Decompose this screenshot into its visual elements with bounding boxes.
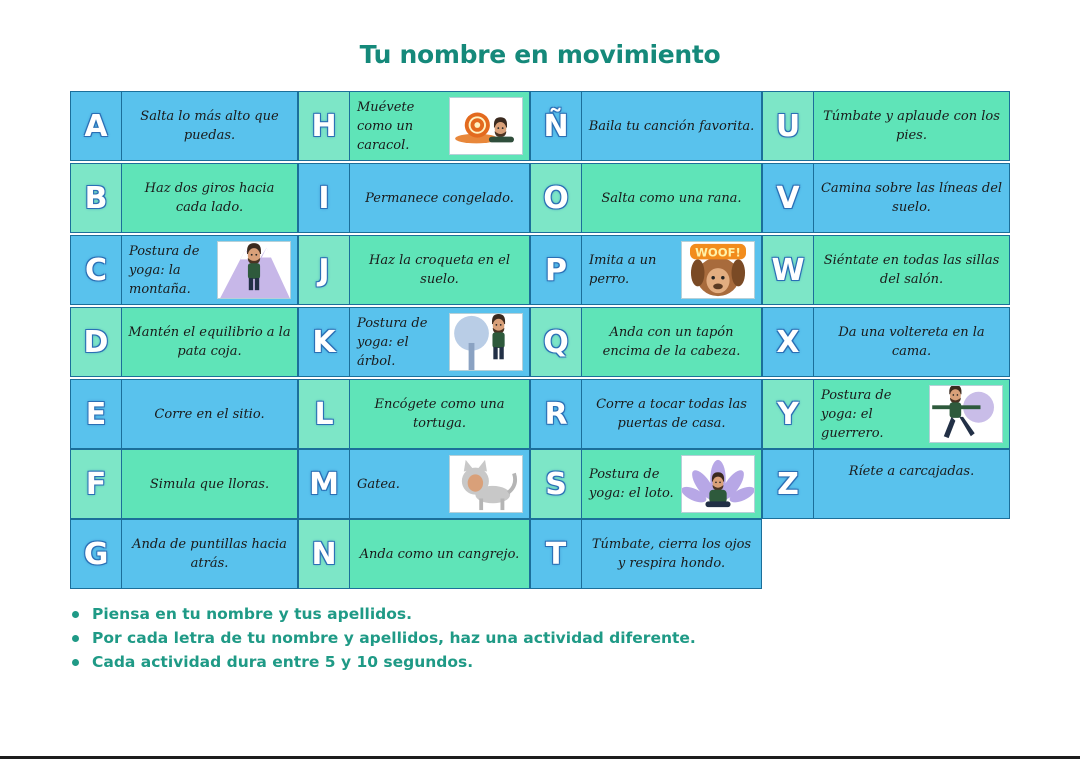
- activity-text: Muévete como un caracol.: [357, 99, 415, 153]
- activity-cell: [530, 449, 762, 519]
- activity-cell: [762, 307, 1010, 377]
- activity-text: Imita a un perro.: [589, 253, 657, 287]
- activity-cell: [530, 519, 762, 589]
- activity-text: Gatea.: [357, 476, 400, 492]
- activity-letter: T: [531, 520, 582, 588]
- activity-letter: G: [71, 520, 122, 588]
- activity-grid: [70, 91, 1010, 591]
- activity-letter: L: [299, 380, 350, 448]
- activity-cell: [70, 163, 298, 233]
- activity-letter: S: [531, 450, 582, 518]
- activity-text: Corre a tocar todas las puertas de casa.: [596, 397, 747, 431]
- activity-cell: [70, 379, 298, 449]
- activity-text: Túmbate, cierra los ojos y respira hondo.: [591, 537, 752, 571]
- activity-letter: R: [531, 380, 582, 448]
- activity-cell: [298, 163, 530, 233]
- activity-letter: P: [531, 236, 582, 304]
- lotus-pose-icon: [681, 455, 755, 513]
- activity-text: Permanece congelado.: [365, 190, 514, 206]
- activity-letter: U: [763, 92, 814, 160]
- activity-letter: E: [71, 380, 122, 448]
- activity-letter: V: [763, 164, 814, 232]
- activity-letter: Ñ: [531, 92, 582, 160]
- activity-text: Postura de yoga: el árbol.: [357, 315, 428, 369]
- activity-cell: [298, 307, 530, 377]
- tree-pose-icon: [449, 313, 523, 371]
- activity-text: Salta lo más alto que puedas.: [140, 109, 279, 143]
- activity-letter: N: [299, 520, 350, 588]
- activity-cell: [298, 519, 530, 589]
- dog-woof-icon: [681, 241, 755, 299]
- activity-text: Postura de yoga: la montaña.: [129, 243, 200, 297]
- activity-cell: [298, 235, 530, 305]
- cat-costume-icon: [449, 455, 523, 513]
- activity-cell: [530, 379, 762, 449]
- instruction-item: Cada actividad dura entre 5 y 10 segundos.: [72, 650, 696, 674]
- activity-cell: [530, 163, 762, 233]
- activity-text: Da una voltereta en la cama.: [838, 325, 985, 359]
- activity-letter: D: [71, 308, 122, 376]
- activity-letter: H: [299, 92, 350, 160]
- activity-cell: [762, 235, 1010, 305]
- activity-text: Encógete como una tortuga.: [374, 397, 505, 431]
- instruction-item: Por cada letra de tu nombre y apellidos, haz una actividad diferente.: [72, 626, 696, 650]
- activity-cell: [298, 449, 530, 519]
- activity-cell: [70, 449, 298, 519]
- activity-letter: M: [299, 450, 350, 518]
- instructions-list: [72, 602, 696, 674]
- activity-cell: [762, 163, 1010, 233]
- activity-letter: A: [71, 92, 122, 160]
- activity-cell: [70, 91, 298, 161]
- activity-cell: [762, 379, 1010, 449]
- mountain-pose-icon: [217, 241, 291, 299]
- warrior-pose-icon: [929, 385, 1003, 443]
- activity-cell: [530, 307, 762, 377]
- activity-text: Haz la croqueta en el suelo.: [369, 253, 510, 287]
- page-title: Tu nombre en movimiento: [359, 40, 721, 69]
- activity-cell: [298, 379, 530, 449]
- activity-text: Siéntate en todas las sillas del salón.: [823, 253, 1000, 287]
- activity-letter: Z: [763, 450, 814, 518]
- activity-text: Anda con un tapón encima de la cabeza.: [602, 325, 741, 359]
- activity-letter: C: [71, 236, 122, 304]
- instruction-item: Piensa en tu nombre y tus apellidos.: [72, 602, 696, 626]
- svg-text:WOOF!: WOOF!: [695, 245, 741, 260]
- activity-text: Anda de puntillas hacia atrás.: [132, 537, 287, 571]
- activity-letter: F: [71, 450, 122, 518]
- activity-text: Mantén el equilibrio a la pata coja.: [128, 325, 291, 359]
- activity-letter: W: [763, 236, 814, 304]
- activity-cell: [530, 235, 762, 305]
- activity-text: Camina sobre las líneas del suelo.: [820, 181, 1003, 215]
- activity-letter: J: [299, 236, 350, 304]
- activity-cell: [70, 307, 298, 377]
- activity-cell: [70, 235, 298, 305]
- activity-cell: [530, 91, 762, 161]
- activity-cell: [70, 519, 298, 589]
- snail-icon: [449, 97, 523, 155]
- activity-text: Corre en el sitio.: [154, 406, 265, 422]
- activity-text: Postura de yoga: el loto.: [589, 467, 674, 501]
- activity-letter: Y: [763, 380, 814, 448]
- activity-cell: [762, 91, 1010, 161]
- activity-text: Salta como una rana.: [601, 190, 742, 206]
- activity-letter: O: [531, 164, 582, 232]
- activity-text: Anda como un cangrejo.: [359, 546, 520, 562]
- activity-letter: I: [299, 164, 350, 232]
- activity-letter: K: [299, 308, 350, 376]
- activity-text: Baila tu canción favorita.: [588, 118, 755, 134]
- activity-letter: B: [71, 164, 122, 232]
- activity-cell: [298, 91, 530, 161]
- activity-letter: Q: [531, 308, 582, 376]
- activity-letter: X: [763, 308, 814, 376]
- activity-text: Haz dos giros hacia cada lado.: [144, 181, 275, 215]
- activity-text: Ríete a carcajadas.: [848, 464, 975, 479]
- activity-text: Simula que lloras.: [149, 476, 270, 492]
- activity-cell: [762, 449, 1010, 519]
- activity-text: Túmbate y aplaude con los pies.: [823, 109, 1000, 143]
- activity-text: Postura de yoga: el guerrero.: [821, 387, 892, 441]
